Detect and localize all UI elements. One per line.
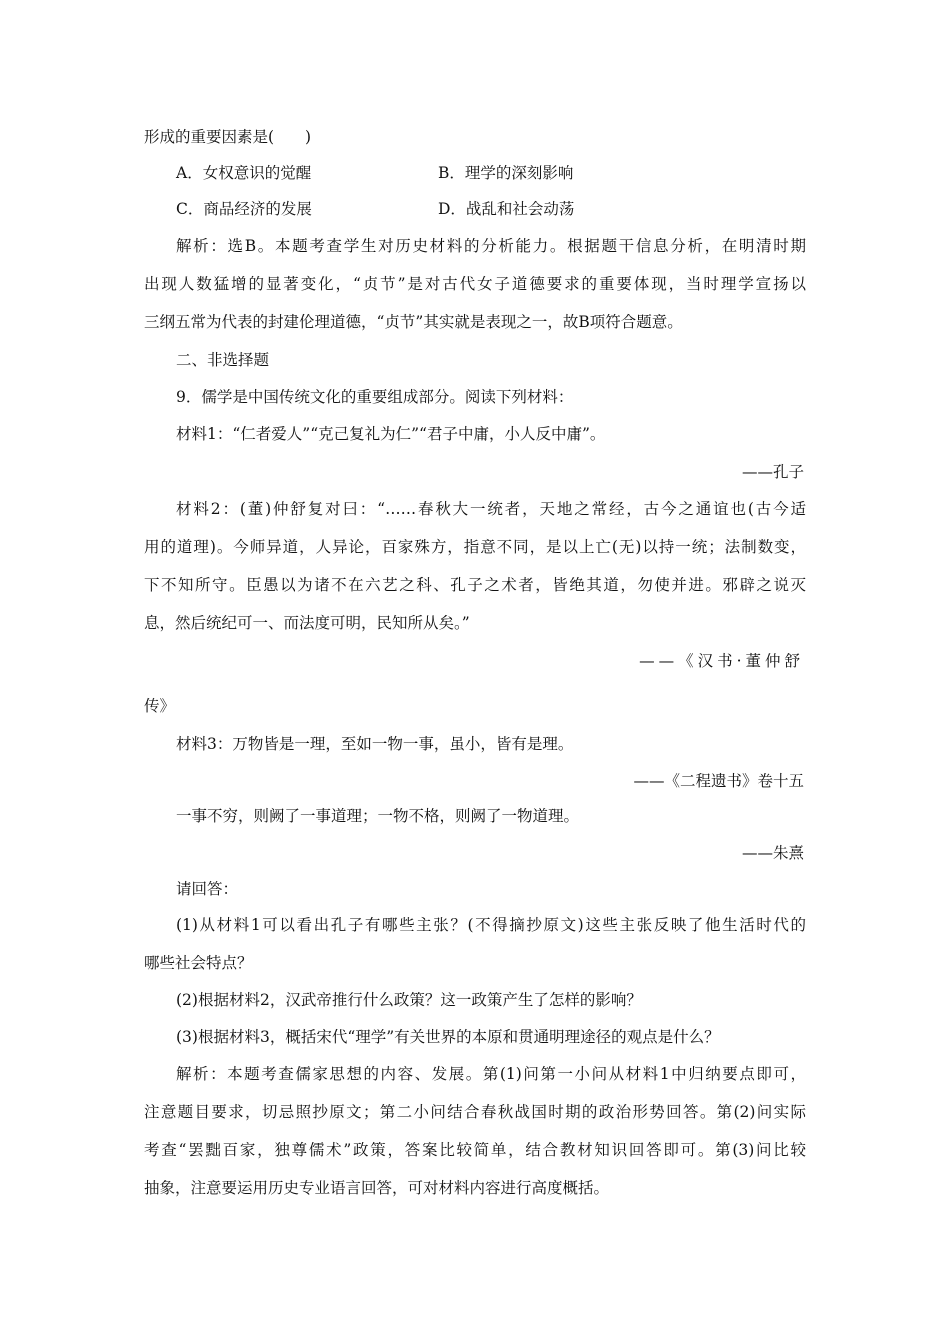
material-2-source-tail: 传》 (144, 697, 176, 715)
sub-question-3: (3)根据材料3，概括宋代“理学”有关世界的本原和贯通明理途径的观点是什么？ (176, 1028, 720, 1046)
option-a: A．女权意识的觉醒 (176, 164, 312, 182)
material-1: 材料1：“仁者爱人”“克己复礼为仁”“君子中庸，小人反中庸”。 (176, 425, 606, 443)
material-2-line: 用的道理)。今师异道，人异论，百家殊方，指意不同，是以上亡(无)以持一统；法制数变， (144, 538, 806, 556)
section-title: 二、非选择题 (176, 351, 270, 369)
analysis-line: 解析：选B。本题考查学生对历史材料的分析能力。根据题干信息分析，在明清时期 (176, 237, 806, 255)
question-stem: 9．儒学是中国传统文化的重要组成部分。阅读下列材料： (176, 388, 574, 406)
analysis-line: 考查“罢黜百家，独尊儒术”政策，答案比较简单，结合教材知识回答即可。第(3)问比较 (144, 1141, 806, 1159)
option-c: C．商品经济的发展 (176, 200, 312, 218)
analysis-line: 注意题目要求，切忌照抄原文；第二小问结合春秋战国时期的政治形势回答。第(2)问实际 (144, 1103, 806, 1121)
option-b: B．理学的深刻影响 (438, 164, 574, 182)
analysis-line: 三纲五常为代表的封建伦理道德，“贞节”其实就是表现之一，故B项符合题意。 (144, 313, 683, 331)
analysis-line: 解析：本题考查儒家思想的内容、发展。第(1)问第一小问从材料1中归纳要点即可， (176, 1065, 806, 1083)
material-2-line: 息，然后统纪可一、而法度可明，民知所从矣。” (144, 614, 470, 632)
sub-question-2: (2)根据材料2，汉武帝推行什么政策？这一政策产生了怎样的影响？ (176, 991, 642, 1009)
material-2-source: ——《汉书·董仲舒 (639, 652, 804, 670)
material-3-source: ——《二程遗书》卷十五 (633, 772, 804, 790)
material-3b: 一事不穷，则阙了一事道理；一物不格，则阙了一物道理。 (176, 807, 580, 825)
material-2-line: 材料2：(董)仲舒复对曰：“……春秋大一统者，天地之常经，古今之通谊也(古今适 (176, 500, 806, 518)
analysis-line: 抽象，注意要运用历史专业语言回答，可对材料内容进行高度概括。 (144, 1179, 610, 1197)
question-stem-tail: 形成的重要因素是( ) (144, 128, 312, 146)
sub-question-1-cont: 哪些社会特点？ (144, 954, 253, 972)
material-2-line: 下不知所守。臣愚以为诸不在六艺之科、孔子之术者，皆绝其道，勿使并进。邪辟之说灭 (144, 576, 806, 594)
option-d: D．战乱和社会动荡 (438, 200, 575, 218)
analysis-line: 出现人数猛增的显著变化，“贞节”是对古代女子道德要求的重要体现，当时理学宣扬以 (144, 275, 806, 293)
material-3b-source: ——朱熹 (741, 844, 804, 862)
material-3: 材料3：万物皆是一理，至如一物一事，虽小，皆有是理。 (176, 735, 574, 753)
answer-prompt: 请回答： (176, 880, 239, 898)
material-1-source: ——孔子 (741, 463, 804, 481)
sub-question-1: (1)从材料1可以看出孔子有哪些主张？(不得摘抄原文)这些主张反映了他生活时代的 (176, 916, 806, 934)
